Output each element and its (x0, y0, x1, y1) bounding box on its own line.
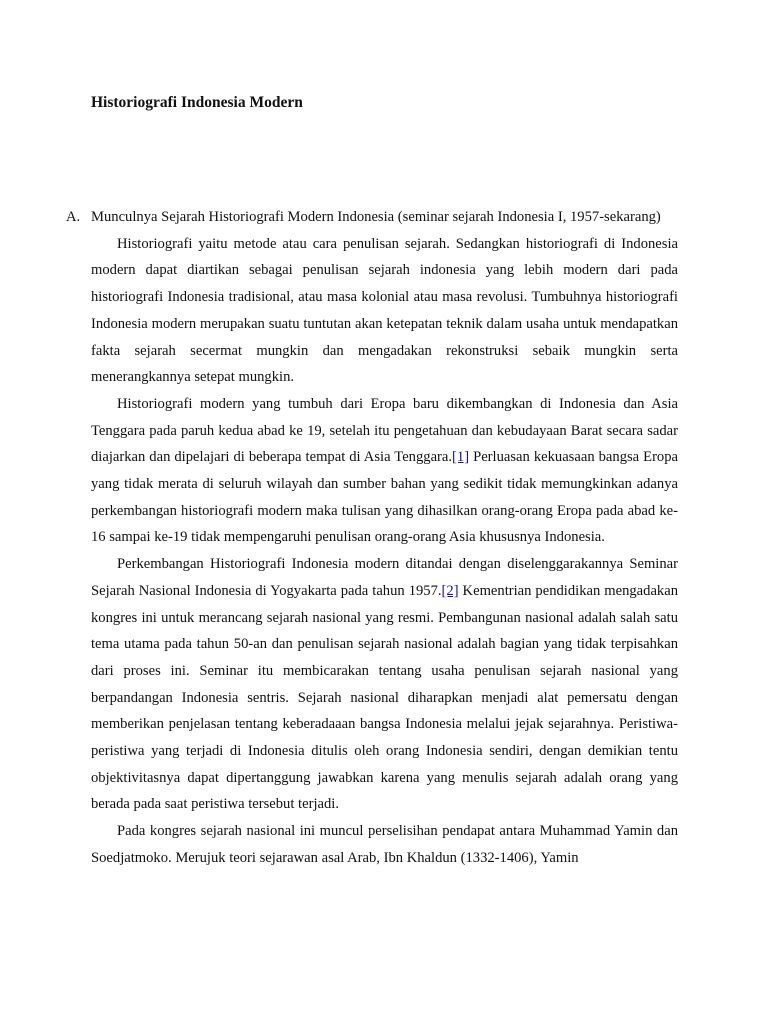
paragraph-3 (91, 551, 678, 818)
paragraph-text: Perluasan kekuasaan bangsa Eropa yang tidak merata di seluruh wilayah dan sumber bahan yang sedikit tidak memungkinkan adanya perkembangan historiografi modern maka tulisan yang dihasilkan orang-orang Eropa pada abad ke-16 sampai ke-19 tidak mempengaruhi penulisan orang-orang Asia khususnya Indonesia. (91, 449, 679, 546)
document-title: Historiografi Indonesia Modern (91, 94, 303, 111)
paragraph-text: Pada kongres sejarah nasional ini muncul perselisihan pendapat antara Muhammad Yamin dan Soedjatmoko. Merujuk teori sejarawan asal Arab, Ibn Khaldun (1332-1406), Yamin (91, 823, 678, 866)
footnote-link-1[interactable]: [1] (452, 449, 470, 466)
paragraph-2 (91, 391, 678, 551)
paragraph-text: Kementrian pendidikan mengadakan kongres ini untuk merancang sejarah nasional yang resmi. Pembangunan nasional adalah salah satu tema utama pada tahun 50-an dan penulisan sejarah nasional adalah bagian yang tidak terpisahkan dari proses ini. Seminar itu membicarakan tentang usaha penulisan sejarah nasional yang berpandangan Indonesia sentris. Sejarah nasional diharapkan menjadi alat pemersatu dengan memberikan penjelasan tentang keberadaaan bangsa Indonesia melalui jejak sejarahnya. Peristiwa-peristiwa yang terjadi di Indonesia ditulis oleh orang Indonesia sendiri, dengan demikian tentu objektivitasnya dapat dipertanggung jawabkan karena yang menulis sejarah adalah orang yang berada pada saat peristiwa tersebut terjadi. (91, 582, 679, 813)
paragraph-text: Historiografi yaitu metode atau cara penulisan sejarah. Sedangkan historiografi di Indonesia modern dapat diartikan sebagai penulisan sejarah indonesia yang lebih modern dari pada historiografi Indonesia tradisional, atau masa kolonial atau masa revolusi. Tumbuhnya historiografi Indonesia modern merupakan suatu tuntutan akan ketepatan teknik dalam usaha untuk mendapatkan fakta sejarah secermat mungkin dan mengadakan rekonstruksi sebaik mungkin serta menerangkannya setepat mungkin. (91, 235, 678, 386)
section-a (66, 204, 678, 872)
paragraph-4 (91, 818, 678, 871)
section-heading-text: Munculnya Sejarah Historiografi Modern Indonesia (seminar sejarah Indonesia I, 1957-sekarang) (91, 209, 661, 225)
footnote-link-2[interactable]: [2] (441, 582, 459, 599)
section-marker: A. (66, 209, 81, 225)
paragraph-text: Perkembangan Historiografi Indonesia modern ditandai dengan diselenggarakannya Seminar Sejarah Nasional Indonesia di Yogyakarta pada tahun 1957. (91, 556, 678, 599)
section-heading (66, 204, 678, 231)
paragraph-text: Historiografi modern yang tumbuh dari Eropa baru dikembangkan di Indonesia dan Asia Tenggara pada paruh kedua abad ke 19, setelah itu pengetahuan dan kebudayaan Barat secara sadar diajarkan dan dipelajari di beberapa tempat di Asia Tenggara. (91, 395, 678, 466)
paragraph-1 (91, 231, 678, 391)
